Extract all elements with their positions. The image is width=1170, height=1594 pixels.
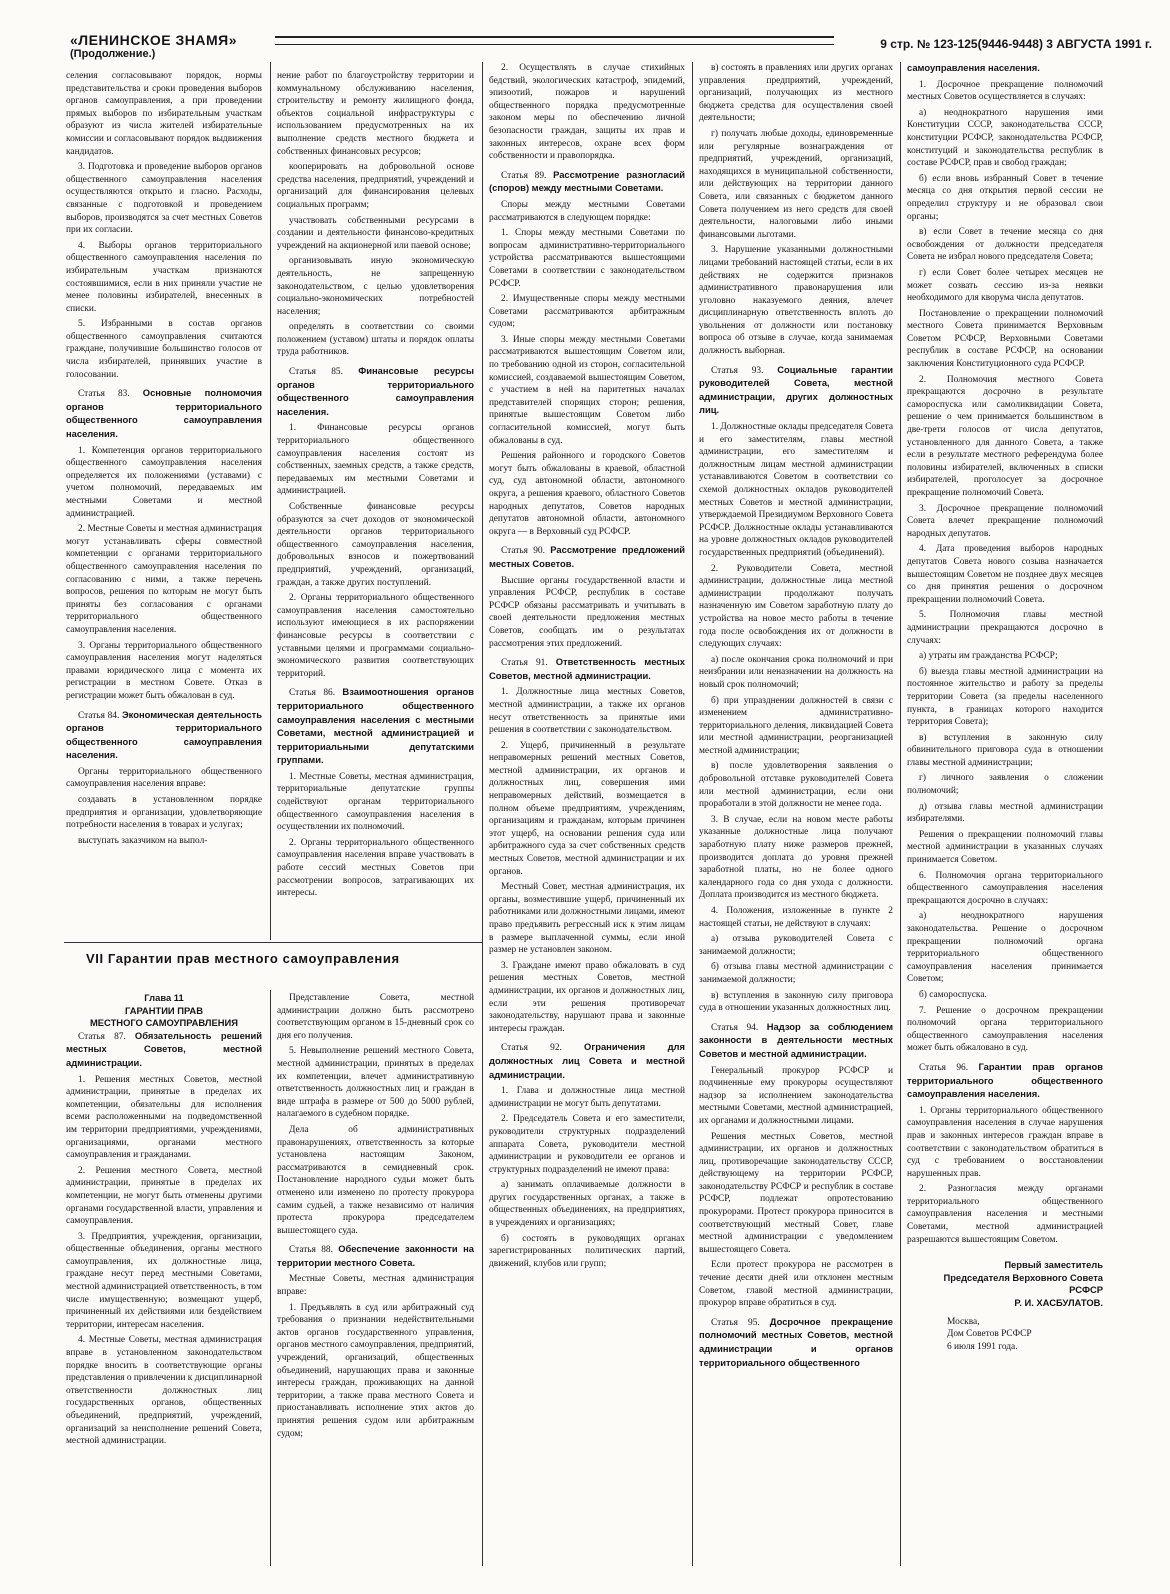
chapter-label: Глава 11 (144, 992, 184, 1003)
paragraph: в) состоять в правлениях или других органах управления предприятий, учреждений, организаций, получающих из местного бюджета средства для осуществления своей деятельности; (699, 63, 893, 124)
article-93-heading: Статья 93. Социальные гарантии руководителей Совета, местной администрации, других должностных лиц. (699, 363, 893, 416)
paragraph: определять в соответствии со своими положением (уставом) штаты и порядок оплаты труда работников. (277, 322, 474, 358)
paragraph: 4. Дата проведения выборов народных депутатов Совета нового созыва назначается вышестоящим Советом не позднее двух месяцев со дня принятия решения о досрочном прекращении полномочий Совета. (907, 544, 1103, 605)
paragraph: 1. Местные Советы, местная администрация, территориальные депутатские группы содействуют органам территориального общественного самоуправления населения в осуществлении их полномочий. (277, 771, 474, 833)
paragraph: 4. Местные Советы, местная администрация вправе в установленном законодательством порядке вносить в соответствующие органы представления о привлечении к дисциплинарной ответственности должностных лиц государственных органов, общественных объединений, предприятий, учреждений, организаций за неисполнение решений Совета, местной администрации. (66, 1335, 262, 1447)
paragraph: 3. Иные споры между местными Советами рассматриваются вышестоящим Советом или, по требованию одной из сторон, согласительной комиссией, создаваемой вышестоящим Советом, с участием в ней на паритетных началах представителей спорящих сторон; решения, принятые вышестоящим Советом либо согласительной комиссией, могут быть обжалованы в суд. (489, 334, 685, 446)
article-88-heading: Статья 88. Обеспечение законности на территории местного Совета. (277, 1243, 474, 1268)
paragraph: создавать в установленном порядке предприятия и организации, удовлетворяющие потребности населения в товарах и услугах; (66, 795, 262, 831)
newspaper-masthead: «ЛЕНИНСКОЕ ЗНАМЯ» (70, 32, 238, 48)
paragraph: 1. Глава и должностные лица местной администрации не могут быть депутатами. (489, 1086, 685, 1109)
header-rule (275, 36, 834, 45)
paragraph: Представление Совета, местной администрации должно быть рассмотрено соответствующим органом в 15-дневный срок со дня его получения. (277, 993, 474, 1041)
signature-place: Дом Советов РСФСР (947, 1329, 1032, 1340)
article-86-heading: Статья 86. Взаимоотношения органов территориального общественного самоуправления населения с местными Советами, местной администрацией и территориальными депутатскими группами. (277, 686, 474, 766)
paragraph: 2. Разногласия между органами территориального общественного самоуправления населения и местными Советами, местной администрацией разрешаются вышестоящим Советом. (907, 1184, 1103, 1245)
article-85-heading: Статья 85. Финансовые ресурсы органов территориального общественного самоуправления населения. (277, 365, 474, 417)
paragraph: а) после окончания срока полномочий и при неизбрании или неназначении на должность на новый срок полномочий; (699, 654, 893, 690)
paragraph: а) отзыва руководителей Совета с занимаемой должности; (699, 934, 893, 957)
section-title: VII Гарантии прав местного самоуправления (86, 951, 400, 966)
column-divider (482, 62, 483, 1566)
paragraph: 1. Должностные лица местных Советов, местной администрации, а также их органов несут ответственность за принятые ими решения в соответствии с законодательством. (489, 687, 685, 736)
paragraph: Собственные финансовые ресурсы образуются за счет доходов от экономической деятельности органов территориального общественного самоуправления населения, добровольных взносов и пожертвований предприятий, учреждений, организаций, граждан, а также других поступлений. (277, 502, 474, 588)
column-divider (692, 62, 693, 1566)
article-90-heading: Статья 90. Рассмотрение предложений местных Советов. (489, 544, 685, 569)
paragraph: г) личного заявления о сложении полномочий; (907, 773, 1103, 797)
column-7 (277, 992, 474, 1564)
paragraph: 2. Органы территориального общественного самоуправления населения вправе участвовать в работе сессий местных Советов при рассмотрении вопросов, затрагивающих их интересы. (277, 837, 474, 899)
paragraph: 1. Предъявлять в суд или арбитражный суд требования о признании недействительными актов органов государственного управления, органов местного самоуправления, предприятий, учреждений, организаций, общественных объединений, нарушающих права и законные интересы граждан, проживающих на данной территории, а также права местного Совета и приостанавливать исполнение этих актов до принятия решения судом или арбитражным судом; (277, 1302, 474, 1439)
paragraph: селения согласовывают порядок, нормы представительства и сроки проведения выборов органов самоуправления, а при проведении прямых выборов по избирательным участкам образуют из числа жителей избирательные комиссии и согласовывают порядок выдвижения кандидатов. (66, 71, 262, 157)
paragraph: 4. Положения, изложенные в пункте 2 настоящей статьи, не действуют в случаях: (699, 906, 893, 929)
signature-place: Москва, (947, 1316, 980, 1327)
paragraph: а) неоднократного нарушения законодательства. Решение о досрочном прекращении полномочий органа территориального общественного самоуправления населения принимается Советом; (907, 911, 1103, 985)
paragraph: 2. Полномочия местного Совета прекращаются досрочно в результате самороспуска или самоликвидации Совета, решение о чем принимается большинством в две-трети голосов от числа депутатов, установленного для данного Совета, а также если в результате местного референдума более половины избирателей, включенных в списки избирателей, проголосует за досрочное прекращение полномочий Совета. (907, 374, 1103, 498)
article-89-heading: Статья 89. Рассмотрение разногласий (споров) между местными Советами. (489, 168, 685, 194)
paragraph: в) после удовлетворения заявления о добровольной отставке руководителей Совета или местной администрации, если они проработали в этой должности не менее года. (699, 761, 893, 810)
paragraph: д) отзыва главы местной администрации избирателями. (907, 801, 1103, 825)
paragraph: Органы территориального общественного самоуправления населения вправе: (66, 766, 262, 790)
signature-line: Председателя Верховного Совета (943, 1271, 1103, 1283)
paragraph: б) если вновь избранный Совет в течение месяца со дня открытия первой сессии не определил структуру и не образовал свои органы; (907, 173, 1103, 222)
column-4 (699, 62, 893, 1564)
paragraph: 2. Ущерб, причиненный в результате неправомерных решений местных Советов, местной администрации, их органов и должностных лиц, совершения ими неправомерных действий, возмещается в полном объеме предприятиям, учреждениям, организациям и гражданам, которым причинен этот ущерб, на основании решения суда или арбитражного суда за счет собственных средств местных Советов, местной администрации и их органов. (489, 740, 685, 877)
paragraph: 2. Решения местного Совета, местной администрации, принятые в пределах их компетенции, не могут быть отменены другими органами государственной власти, управления и самоуправления. (66, 1165, 262, 1227)
paragraph: 2. Местные Советы и местная администрация могут устанавливать сферы совместной компетенции с органами территориального общественного самоуправления населения по согласованию с ними, а также перечень вопросов, решения по которым не могут быть приняты без согласования с органами территориального общественного самоуправления населения. (66, 524, 262, 635)
paragraph: 3. Досрочное прекращение полномочий Совета влечет прекращение полномочий народных депутатов. (907, 503, 1103, 539)
paragraph: 2. Имущественные споры между местными Советами рассматриваются арбитражным судом; (489, 294, 685, 330)
paragraph: участвовать собственными ресурсами в создании и деятельности финансово-кредитных учреждений на акционерной или паевой основе; (277, 215, 474, 251)
paragraph: нение работ по благоустройству территории и коммунальному обслуживанию населения, строительству и ремонту жилищного фонда, объектов социальной инфраструктуры с использованием предусмотренных на их выполнение средств местного бюджета и собственных финансовых ресурсов; (277, 71, 474, 157)
column-3 (489, 62, 685, 1564)
paragraph: Если протест прокурора не рассмотрен в течение десяти дней или отклонен местным Советом, главой местной администрации, прокурор вправе обратиться в суд. (699, 1260, 893, 1309)
article-95-heading-cont: самоуправления населения. (907, 62, 1040, 73)
paragraph: 5. Полномочия главы местной администрации прекращаются досрочно в случаях: (907, 610, 1103, 646)
paragraph: б) состоять в руководящих органах зарегистрированных политических партий, движений, клубов или групп; (489, 1233, 685, 1269)
paragraph: 2. Органы территориального общественного самоуправления населения самостоятельно используют имеющиеся в их распоряжении финансовые ресурсы в соответствии с уставными целями и программами социально-экономического развития соответствующих территорий. (277, 593, 474, 679)
paragraph: Постановление о прекращении полномочий местного Совета принимается Верховным Советом РСФСР, Верховными Советами республик в составе РСФСР, на основании заключения Конституционного суда РСФСР. (907, 308, 1103, 370)
column-2 (277, 70, 474, 938)
issue-info: 9 стр. № 123-125(9446-9448) 3 АВГУСТА 1991 г. (880, 37, 1152, 51)
article-95-heading: Статья 95. Досрочное прекращение полномочий местных Советов, местной администрации и органов территориального общественного (699, 1315, 893, 1368)
paragraph: выступать заказчиком на выпол- (78, 835, 208, 846)
paragraph: 1. Должностные оклады председателя Совета и его заместителям, главы местной администрации, его заместителям и должностным лицам местной администрации устанавливаются Советом в соответствии со схемой должностных окладов руководителей местных Советов и местной администрации, утверждаемой Президиумом Верховного Совета РСФСР. Должностные оклады устанавливаются на уровне должностных окладов руководителей государственных предприятий (объединений). (699, 422, 893, 558)
paragraph: 1. Компетенция органов территориального общественного самоуправления населения определяется их положениями (уставами) с учетом полномочий, передаваемых им местными Советами и местной администрацией. (66, 445, 262, 519)
signature-line: РСФСР (1069, 1284, 1103, 1296)
paragraph: 3. Предприятия, учреждения, организации, общественные объединения, органы местного самоуправления, их должностные лица, граждане несут перед местными Советами, местной администрацией ответственность, в том числе имущественную; возмещают ущерб, причиненный их действиями или бездействием территории, интересам населения. (66, 1231, 262, 1330)
paragraph: кооперировать на добровольной основе средства населения, предприятий, учреждений и организаций для финансирования целевых социальных программ; (277, 162, 474, 210)
signature-name: Р. И. ХАСБУЛАТОВ. (1014, 1297, 1103, 1309)
paragraph: в) вступления в законную силу обвинительного приговора суда в отношении главы местной администрации; (907, 732, 1103, 768)
paragraph: г) получать любые доходы, единовременные или регулярные вознаграждения от предприятий, учреждений, организаций, находящихся в муниципальной собственности, или действующих на территории данного Совета, или связанных с бюджетом данного Совета получением из него средств для своей деятельности, налоговыми либо иными финансовыми льготами. (699, 128, 893, 240)
paragraph: 1. Споры между местными Советами по вопросам административно-территориального устройства рассматриваются вышестоящими Советами в соответствии с законодательством РСФСР. (489, 228, 685, 289)
paragraph: 5. Невыполнение решений местного Совета, местной администрации, принятых в пределах их компетенции, влечет административную ответственность должностных лиц и граждан в виде штрафа в размере от 500 до 5000 рублей, налагаемого в судебном порядке. (277, 1046, 474, 1120)
paragraph: 7. Решение о досрочном прекращении полномочий органа территориального общественного самоуправления населения может быть обжаловано в суд. (907, 1005, 1103, 1054)
article-94-heading: Статья 94. Надзор за соблюдением законности в деятельности местных Советов и местной администрации. (699, 1020, 893, 1059)
paragraph: а) занимать оплачиваемые должности в других государственных органах, а также в общественных объединениях, на предприятиях, в учреждениях и организациях; (489, 1180, 685, 1229)
paragraph: 3. Органы территориального общественного самоуправления населения могут наделяться правами юридического лица с момента их регистрации в местном Совете. Отказ в регистрации может быть обжалован в суд. (66, 640, 262, 701)
section-rule (64, 942, 482, 943)
column-divider (270, 62, 271, 940)
paragraph: Местные Советы, местная администрация вправе: (277, 1274, 474, 1298)
paragraph: 1. Решения местных Советов, местной администрации, принятые в пределах их компетенции, обязательны для исполнения всеми расположенными на подведомственной им территории предприятиями, учреждениями, организациями, органами местного самоуправления и гражданами. (66, 1074, 262, 1161)
paragraph: Генеральный прокурор РСФСР и подчиненные ему прокуроры осуществляют надзор за исполнением законодательства местными Советами, местной администрацией, их органами и должностными лицами. (699, 1065, 893, 1126)
paragraph: б) при упразднении должностей в связи с изменением административно-территориального деления, ликвидацией Совета или местной администрации, реорганизацией местной администрации; (699, 695, 893, 756)
paragraph: Решения местных Советов, местной администрации, их органов и должностных лиц, противоречащие законодательству СССР, действующему на территории РСФСР, законодательству РСФСР и республик в составе РСФСР, подлежат опротестованию прокурорами. Протест прокурора приносится в соответствующий местный Совет, главе местной администрации с уведомлением вышестоящего Совета. (699, 1131, 893, 1255)
paragraph: 3. Подготовка и проведение выборов органов общественного самоуправления населения осуществляются открыто и гласно. Расходы, связанные с подготовкой и проведением выборов, производятся за счет местных Советов при их согласии. (66, 162, 262, 236)
paragraph: б) отзыва главы местной администрации с занимаемой должности; (699, 962, 893, 985)
paragraph: Дела об административных правонарушениях, ответственность за которые установлена настоящим Законом, рассматриваются в семидневный срок. Постановление народного судьи может быть отменено или изменено по протесту прокурора самим судьей, а также независимо от наличия протеста прокурора председателем вышестоящего суда. (277, 1124, 474, 1236)
article-87-heading: Статья 87. Обязательность решений местных Советов, местной администрации. (66, 1029, 262, 1068)
chapter-title: МЕСТНОГО САМОУПРАВЛЕНИЯ (89, 1017, 239, 1029)
article-91-heading: Статья 91. Ответственность местных Советов, местной администрации. (489, 656, 685, 681)
continued-note: (Продолжение.) (70, 48, 156, 60)
paragraph: 2. Осуществлять в случае стихийных бедствий, экологических катастроф, эпидемий, эпизоотий, пожаров и нарушений общественного порядка предусмотренные законом меры по обеспечению личной безопасности граждан, защиты их прав и законных интересов, охране всех форм собственности и правопорядка. (489, 63, 685, 162)
signature-line: Первый заместитель (1004, 1259, 1103, 1271)
article-84-heading: Статья 84. Экономическая деятельность органов территориального общественного самоуправления населения. (66, 708, 262, 761)
paragraph: 1. Досрочное прекращение полномочий местных Советов осуществляется в случаях: (907, 79, 1103, 103)
paragraph: 2. Председатель Совета и его заместители, руководители структурных подразделений аппарата Совета, руководители местной администрации и руководители ее органов и структурных подразделений не имеют права: (489, 1114, 685, 1175)
article-92-heading: Статья 92. Ограничения для должностных лиц Совета и местной администрации. (489, 1041, 685, 1080)
column-5 (907, 62, 1103, 1564)
paragraph: г) если Совет более четырех месяцев не может созвать сессию из-за неявки необходимого для кворума числа депутатов. (907, 267, 1103, 304)
paragraph: 2. Руководители Совета, местной администрации, должностные лица местной администрации продолжают получать назначенную им Советом заработную плату до устройства на новое место работы в течение года после освобождения их от должности в следующих случаях: (699, 563, 893, 650)
paragraph: Решения о прекращении полномочий главы местной администрации в указанных случаях принимается Советом. (907, 829, 1103, 866)
paragraph: 3. Нарушение указанными должностными лицами требований настоящей статьи, если в их действиях не содержится признаков административного правонарушения или уголовно наказуемого деяния, влечет дисциплинарную ответственность вплоть до увольнения от должности или постановку вопроса об отзыве в случае, когда занимаемая должность выборная. (699, 245, 893, 357)
paragraph: 3. Граждане имеют право обжаловать в суд решения местных Советов, местной администрации, их органов и должностных лиц, если эти решения противоречат законодательству, нарушают права и законные интересы граждан. (489, 960, 685, 1034)
paragraph: 1. Органы территориального общественного самоуправления населения в случае нарушения прав и законных интересов граждан вправе в соответствии с законодательством обратиться в суд с требованием о восстановлении нарушенных прав. (907, 1105, 1103, 1179)
column-divider (270, 990, 271, 1566)
chapter-title: ГАРАНТИИ ПРАВ (125, 1004, 203, 1016)
column-1 (66, 70, 262, 938)
paragraph: в) если Совет в течение месяца со дня освобождения от должности председателя Совета не избрал нового председателя Совета; (907, 227, 1103, 263)
paragraph: 6. Полномочия органа территориального общественного самоуправления населения прекращаются досрочно в случаях: (907, 870, 1103, 906)
paragraph: Высшие органы государственной власти и управления РСФСР, республик в составе РСФСР обязаны рассматривать и учитывать в своей деятельности предложения местных Советов, сообщать им о результатах рассмотрения этих предложений. (489, 575, 685, 649)
paragraph: б) самороспуска. (919, 989, 987, 1000)
paragraph: организовывать иную экономическую деятельность, не запрещенную законодательством, с целью удовлетворения социально-экономических потребностей населения; (277, 256, 474, 317)
paragraph: а) утраты им гражданства РСФСР; (919, 651, 1058, 662)
column-6 (66, 992, 262, 1564)
paragraph: Споры между местными Советами рассматриваются в следующем порядке: (489, 199, 685, 223)
page-header (70, 24, 1152, 60)
column-divider (900, 62, 901, 1566)
paragraph: а) неоднократного нарушения ими Конституции СССР, законодательства СССР, конституции РСФСР, законодательства РСФСР, конституций и законодательства республик в составе РСФСР, прав и свобод граждан; (907, 107, 1103, 169)
signature-date: 6 июля 1991 года. (947, 1341, 1018, 1352)
paragraph: б) выезда главы местной администрации на постоянное жительство и работу за пределы территории Совета (за пределы населенного пункта, в границах которого находится территория Совета); (907, 666, 1103, 728)
paragraph: 5. Избранными в состав органов общественного самоуправления считаются граждане, получившие большинство голосов от числа избирателей, принявших участие в голосовании. (66, 319, 262, 380)
article-83-heading: Статья 83. Основные полномочия органов территориального общественного самоуправления населения. (66, 387, 262, 440)
paragraph: Решения районного и городского Советов могут быть обжалованы в краевой, областной суд, суд автономной области, автономного округа, а решения краевого, областного Советов народных депутатов, Советов народных депутатов автономной области, автономного округа — в Верховный суд РСФСР. (489, 451, 685, 537)
paragraph: 1. Финансовые ресурсы органов территориального общественного самоуправления населения состоят из собственных, заемных средств, а также средств, передаваемых им местными Советами и администрацией. (277, 423, 474, 497)
paragraph: Местный Совет, местная администрация, их органы, возместившие ущерб, причиненный их работниками или должностными лицами, имеют право предъявить регрессный иск к этим лицам в размере выплаченной суммы, если иной размер не установлен законом. (489, 882, 685, 956)
article-96-heading: Статья 96. Гарантии прав органов территориального общественного самоуправления населения. (907, 1060, 1103, 1100)
paragraph: 4. Выборы органов территориального общественного самоуправления населения по избирательным участкам признаются состоявшимися, если в них приняли участие не менее половины избирателей, внесенных в списки. (66, 240, 262, 314)
paragraph: 3. В случае, если на новом месте работы указанные должностные лица получают заработную плату ниже размеров прежней, производится доплата до уровня прежней заработной платы, но не более одного календарного года со дня ухода с должности. Доплата производится из местного бюджета. (699, 814, 893, 901)
paragraph: в) вступления в законную силу приговора суда в отношении указанных должностных лиц. (699, 990, 893, 1014)
